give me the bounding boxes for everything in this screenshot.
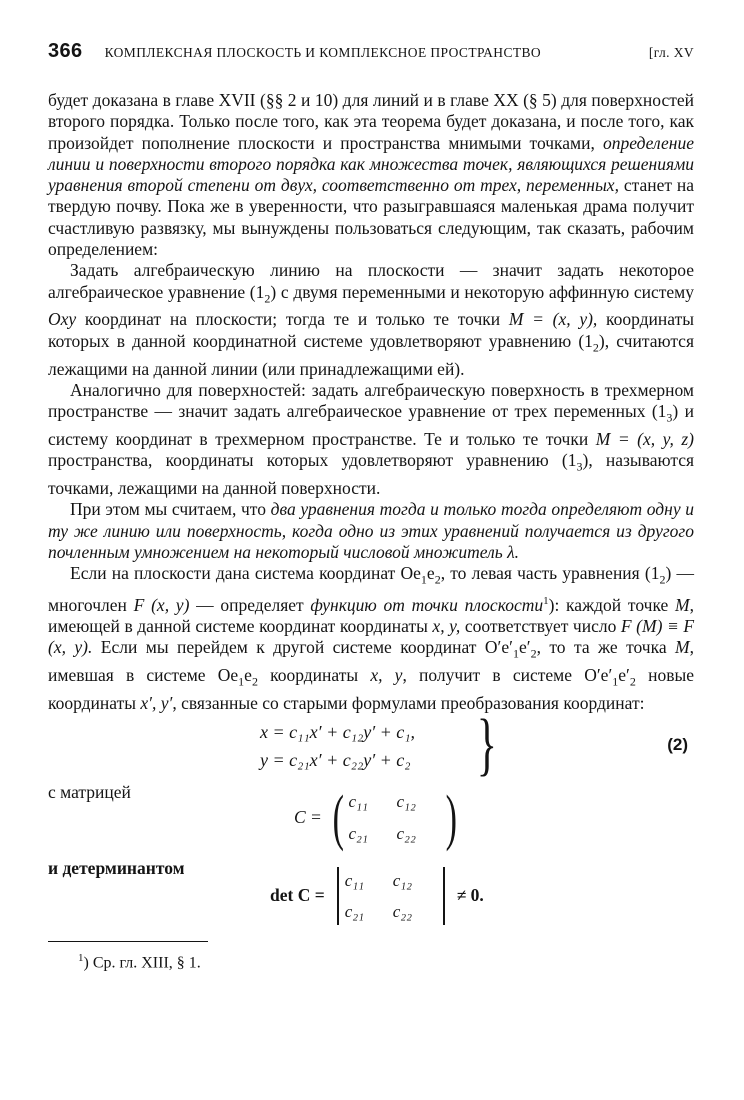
matrix-c11: c₁₁ bbox=[348, 792, 368, 812]
determinant-label: и детерминантом bbox=[48, 857, 185, 878]
det-c11: c₁₁ bbox=[344, 870, 365, 890]
footnote: $^1$) Ср. гл. XIII, § 1. bbox=[78, 951, 201, 972]
paragraph-5: Если на плоскости дана система координат $Oe_1e_2$, то левая часть уравнения $(1_2)$ — многочлен F (x, y) — определяет функцию от точки плоскости$^1$): каждой точке M, имеющей в данной системе координат координаты x, y, соответствует число F (M) ≡ F (x, y). Если мы перейдем к другой системе координат $O'e'_1e'_2$, то та же точка M, имевшая в системе $Oe_1e_2$ координаты x, y, получит в системе $O'e'_1e'_2$ новые координаты x′, y′, связанные со старыми формулами преобразования координат: bbox=[48, 563, 695, 714]
left-bar bbox=[337, 867, 339, 925]
page-number: 366 bbox=[48, 40, 83, 62]
right-paren: ) bbox=[445, 783, 457, 852]
paragraph-4: При этом мы считаем, что два уравнения тогда и только тогда определяют одну и ту же линию или поверхность, когда одно из этих уравнений получается из другого почленным умножением на некоторый числовой множитель λ. bbox=[48, 499, 694, 562]
paragraph-1: будет доказана в главе XVII (§§ 2 и 10) для линий и в главе XX (§ 5) для поверхностей второго порядка. Только после того, как эта теорема будет доказана, и после того, как произойдет пополнение плоскости и пространства мнимыми точками, определение линии и поверхности второго порядка как множества точек, являющихся решениями уравнения второй степени от двух, соответственно от трех, переменных, станет на твердую почву. Пока же в уверенности, что разыгравшаяся маленькая драма получит счастливую развязку, мы вынуждены пользоваться следующим, так сказать, рабочим определением: bbox=[48, 90, 694, 260]
chapter-marker: [гл. XV bbox=[648, 45, 694, 60]
matrix-grid bbox=[349, 791, 441, 844]
det-c21: c₂₁ bbox=[344, 901, 365, 921]
equation-system bbox=[48, 706, 694, 784]
running-title: КОМПЛЕКСНАЯ ПЛОСКОСТЬ И КОМПЛЕКСНОЕ ПРОСТРАНСТВО bbox=[104, 45, 542, 60]
determinant-grid bbox=[345, 870, 437, 923]
footnote-rule bbox=[48, 941, 208, 942]
page bbox=[48, 40, 694, 974]
det-c22: c₂₂ bbox=[392, 901, 413, 921]
matrix-c12: c₁₂ bbox=[396, 792, 416, 812]
determinant-suffix: ≠ 0. bbox=[456, 885, 484, 906]
equation-line-1: x = c₁₁x′ + c₁₂y′ + c₁, bbox=[260, 722, 416, 743]
right-brace: } bbox=[476, 706, 497, 784]
equation-number: (2) bbox=[667, 735, 688, 755]
matrix-formula bbox=[48, 782, 694, 854]
body-text bbox=[48, 90, 694, 974]
matrix-prefix: C = bbox=[294, 806, 322, 827]
left-paren: ( bbox=[332, 783, 344, 852]
determinant-prefix: det C = bbox=[270, 885, 325, 906]
matrix-c21: c₂₁ bbox=[348, 823, 368, 843]
paragraph-2: Задать алгебраическую линию на плоскости — значит задать некоторое алгебраическое уравнение $(1_2)$ с двумя переменными и некоторую аффинную систему Oxy координат на плоскости; тогда те и только те точки M = (x, y), координаты которых в данной координатной системе удовлетворяют уравнению $(1_2)$, считаются лежащими на данной линии (или принадлежащими ей). bbox=[48, 260, 695, 379]
matrix-c22: c₂₂ bbox=[396, 823, 416, 843]
equation-line-2: y = c₂₁x′ + c₂₂y′ + c₂ bbox=[260, 750, 411, 771]
right-bar bbox=[443, 867, 445, 925]
running-header bbox=[48, 40, 694, 80]
paragraph-3: Аналогично для поверхностей: задать алгебраическую поверхность в трехмерном пространстве — значит задать алгебраическое уравнение от трех переменных $(1_3)$ и систему координат в трехмерном пространстве. Те и только те точки M = (x, y, z) пространства, координаты которых удовлетворяют уравнению $(1_3)$, называются точками, лежащими на данной поверхности. bbox=[48, 379, 695, 499]
matrix-label: с матрицей bbox=[48, 782, 131, 803]
det-c12: c₁₂ bbox=[392, 870, 413, 890]
